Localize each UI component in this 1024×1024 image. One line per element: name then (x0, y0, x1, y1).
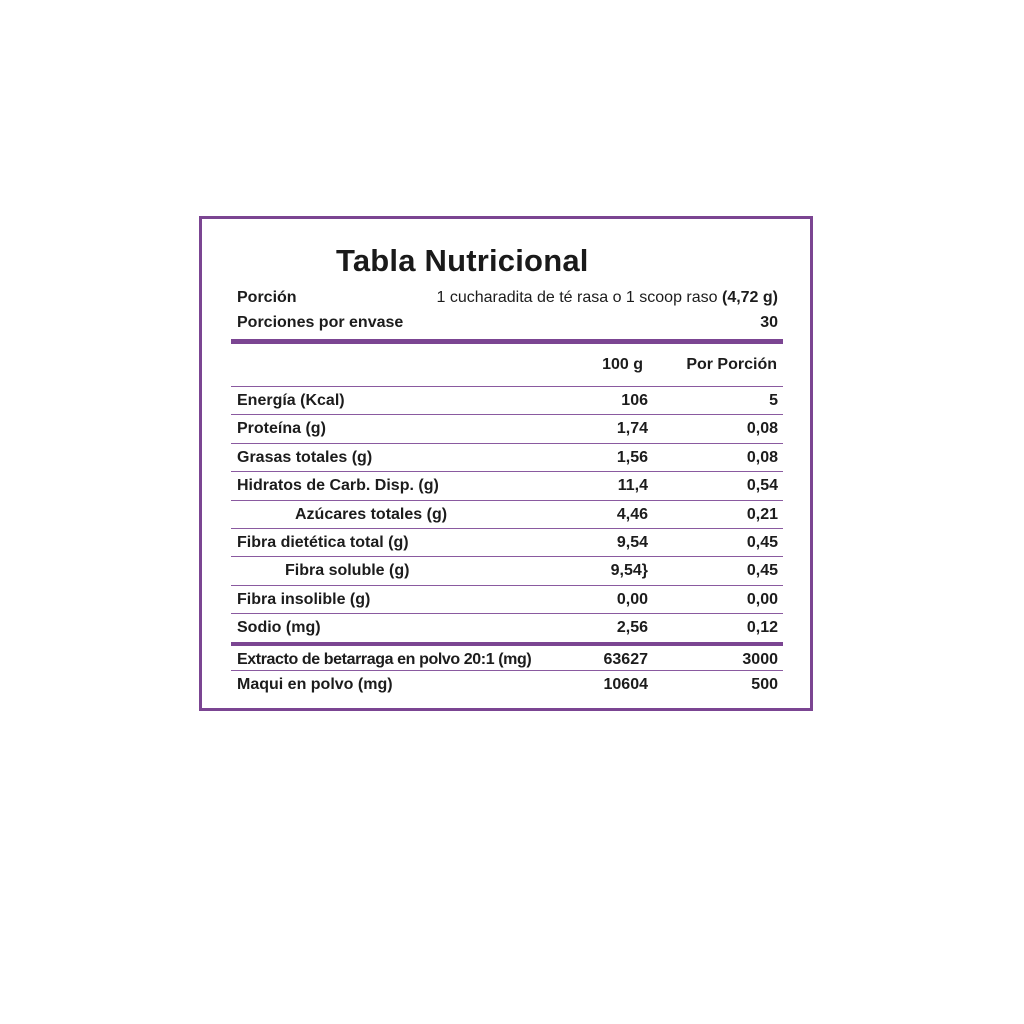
value-100g: 11,4 (617, 477, 648, 495)
nutrient-name: Hidratos de Carb. Disp. (g) (237, 477, 439, 495)
nutrition-table-panel (199, 216, 813, 711)
table-row (231, 443, 783, 471)
table-row (231, 528, 783, 556)
value-per-serving: 500 (751, 675, 778, 693)
table-row (231, 585, 783, 613)
value-100g: 1,56 (616, 448, 648, 466)
ingredient-name: Maqui en polvo (mg) (237, 675, 393, 693)
table-row (231, 414, 783, 442)
column-header-per-serving: Por Porción (686, 356, 777, 373)
value-per-serving: 0,00 (746, 590, 778, 608)
table-row (231, 471, 783, 499)
nutrient-name: Fibra dietética total (g) (237, 533, 409, 551)
value-per-serving: 5 (769, 392, 778, 409)
table-row (231, 670, 783, 698)
page-title: Tabla Nutricional (336, 243, 589, 278)
value-100g: 106 (621, 392, 648, 409)
table-row (231, 386, 783, 414)
servings-value: 30 (760, 314, 778, 331)
table-row (231, 556, 783, 584)
nutrient-name: Proteína (g) (237, 420, 326, 438)
nutrient-name: Sodio (mg) (237, 619, 321, 637)
serving-description-text: 1 cucharadita de té rasa o 1 scoop raso (436, 289, 722, 306)
value-100g: 1,74 (616, 420, 648, 438)
value-per-serving: 0,45 (746, 562, 778, 580)
serving-description (436, 289, 778, 307)
table-row (231, 500, 783, 528)
column-header-100g: 100 g (602, 356, 643, 373)
nutrient-rows (231, 386, 783, 698)
value-per-serving: 0,21 (746, 505, 778, 523)
value-100g: 10604 (603, 675, 648, 693)
value-100g: 4,46 (616, 505, 648, 523)
value-per-serving: 0,08 (746, 420, 778, 438)
ingredient-name: Extracto de betarraga en polvo 20:1 (mg) (237, 650, 532, 668)
serving-label: Porción (237, 289, 297, 306)
header-divider (231, 339, 783, 344)
nutrient-name: Fibra insolible (g) (237, 590, 371, 608)
nutrient-name: Energía (Kcal) (237, 392, 345, 409)
table-row (231, 613, 783, 641)
serving-weight: (4,72 g) (721, 289, 778, 306)
value-100g: 63627 (603, 650, 648, 668)
value-100g: 9,54} (610, 562, 648, 580)
value-per-serving: 3000 (742, 650, 778, 668)
value-per-serving: 0,08 (746, 448, 778, 466)
value-100g: 0,00 (616, 590, 648, 608)
value-per-serving: 0,12 (746, 619, 778, 637)
value-per-serving: 0,45 (746, 533, 778, 551)
value-per-serving: 0,54 (746, 477, 778, 495)
table-row (231, 642, 783, 670)
nutrient-name: Grasas totales (g) (237, 448, 373, 466)
nutrient-name: Azúcares totales (g) (295, 505, 448, 523)
nutrient-name: Fibra soluble (g) (285, 562, 410, 580)
servings-label: Porciones por envase (237, 314, 404, 331)
value-100g: 2,56 (616, 619, 648, 637)
value-100g: 9,54 (616, 533, 648, 551)
